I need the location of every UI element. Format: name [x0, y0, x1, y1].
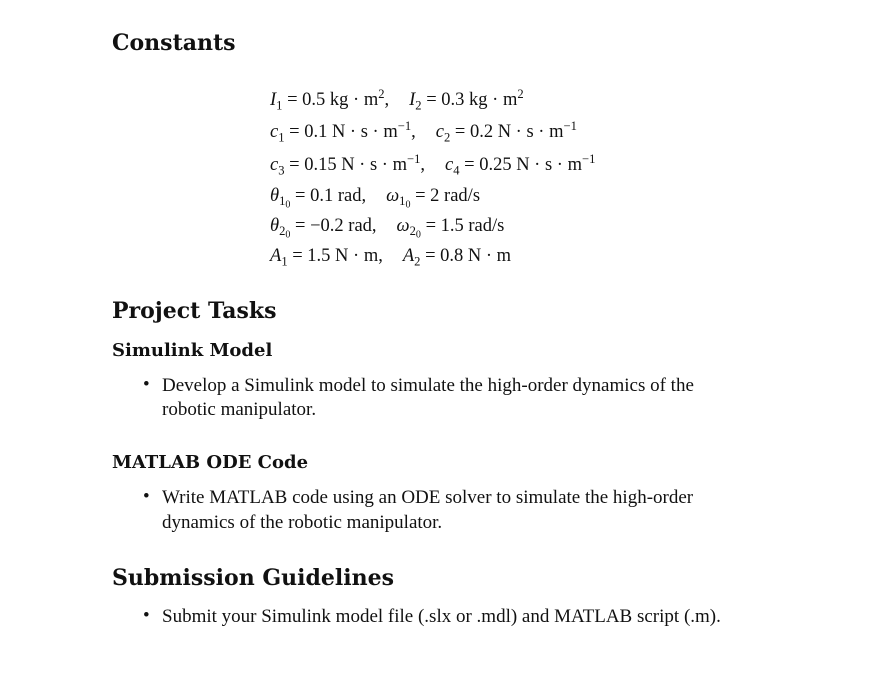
submission-line-1: Submit your Simulink model file (.slx or .mdl) and MATLAB script (.m). — [162, 606, 721, 627]
equation-damping-c1-c2: $c_1 = 0.1$ $N \cdot s \cdot m^{-1}$, $c_2 = 0.2$ $N \cdot s \cdot m^{-1}$ — [270, 119, 577, 145]
equation-amplitudes: $A_1 = 1.5$ N · m, $A_2 = 0.8$ N · m — [270, 246, 512, 269]
matlab-task-line-2: dynamics of the robotic manipulator. — [162, 512, 443, 533]
bullet-icon: • — [143, 486, 150, 507]
project-tasks-heading: Project Tasks — [112, 298, 277, 324]
equation-initial-2: $\theta_{2_0} = -0.2$ rad, $\omega_{2_0} = 1.5$ rad/s — [270, 216, 505, 241]
equation-inertia: $I_1 = 0.5$ kg · $m^2$, $I_2 = 0.3$ kg · $m^2$ — [270, 87, 524, 113]
equation-damping-c3-c4: $c_3 = 0.15$ $N \cdot s \cdot m^{-1}$, $c_4 = 0.25$ $N \cdot s \cdot m^{-1}$ — [270, 152, 596, 178]
equation-initial-1: $\theta_{1_0} = 0.1$ rad, $\omega_{1_0} = 2$ rad/s — [270, 186, 481, 211]
matlab-task-line-1: Write MATLAB code using an ODE solver to simulate the high-order — [162, 487, 694, 508]
matlab-ode-heading: MATLAB ODE Code — [112, 452, 309, 473]
simulink-task-line-2: robotic manipulator. — [162, 399, 317, 420]
bullet-icon: • — [143, 374, 150, 395]
simulink-model-heading: Simulink Model — [112, 340, 273, 361]
simulink-task-line-1: Develop a Simulink model to simulate the high-order dynamics of the — [162, 375, 694, 396]
submission-guidelines-heading: Submission Guidelines — [112, 565, 394, 591]
bullet-icon: • — [143, 605, 150, 626]
constants-heading: Constants — [112, 30, 236, 56]
